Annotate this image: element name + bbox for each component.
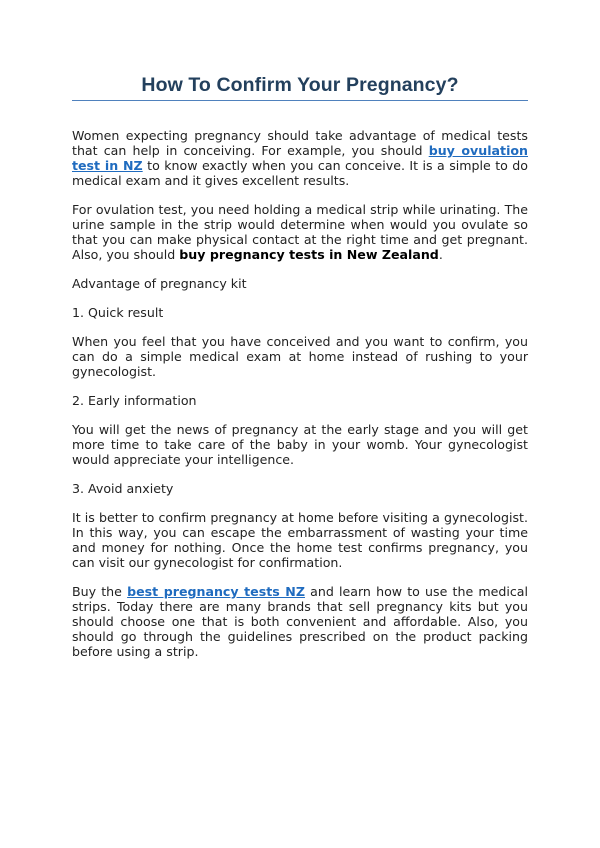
item3-heading: 3. Avoid anxiety	[72, 481, 174, 496]
closing-text-before: Buy the	[72, 584, 128, 599]
closing-text-after: and learn how to use the medical strips. Today there are many brands that sell pregnancy kits but you should choose one that is both convenient and affordable. Also, you should go through the guidelines prescribed on the product packing before using a strip.	[72, 584, 529, 659]
item2-heading: 2. Early information	[72, 393, 197, 408]
item1-text: When you feel that you have conceived and you want to confirm, you can do a simple medical exam at home instead of rushing to your gynecologist.	[72, 334, 528, 379]
item3-text: It is better to confirm pregnancy at home before visiting a gynecologist. In this way, you can escape the embarrassment of wasting your time and money for nothing. Once the home test confirms pregnancy, you can visit our gynecologist for confirmation.	[72, 510, 528, 570]
ovulation-text-after: .	[438, 247, 443, 262]
ovulation-test-link[interactable]: buy ovulation test in NZ	[72, 143, 529, 173]
intro-text-after: to know exactly when you can conceive. It is a simple to do medical exam and it gives excellent results.	[72, 158, 528, 188]
article-body	[72, 128, 528, 673]
ovulation-paragraph	[72, 202, 528, 262]
closing-paragraph	[72, 584, 528, 659]
page-title: How To Confirm Your Pregnancy?	[141, 74, 459, 96]
item1-heading: 1. Quick result	[72, 305, 164, 320]
intro-text-before: Women expecting pregnancy should take advantage of medical tests that can help in conceiving. For example, you should	[72, 128, 528, 158]
title-divider	[72, 100, 528, 101]
item2-text: You will get the news of pregnancy at the early stage and you will get more time to take care of the baby in your womb. Your gynecologist would appreciate your intelligence.	[72, 422, 528, 467]
advantage-heading: Advantage of pregnancy kit	[72, 276, 247, 291]
pregnancy-tests-nz-bold: buy pregnancy tests in New Zealand	[179, 247, 439, 262]
best-pregnancy-tests-link[interactable]: best pregnancy tests NZ	[127, 584, 305, 599]
intro-paragraph	[72, 128, 528, 188]
ovulation-text-before: For ovulation test, you need holding a medical strip while urinating. The urine sample in the strip would determine when would you ovulate so that you can make physical contact at the right time and get pregnant. Also, you should	[72, 202, 528, 262]
